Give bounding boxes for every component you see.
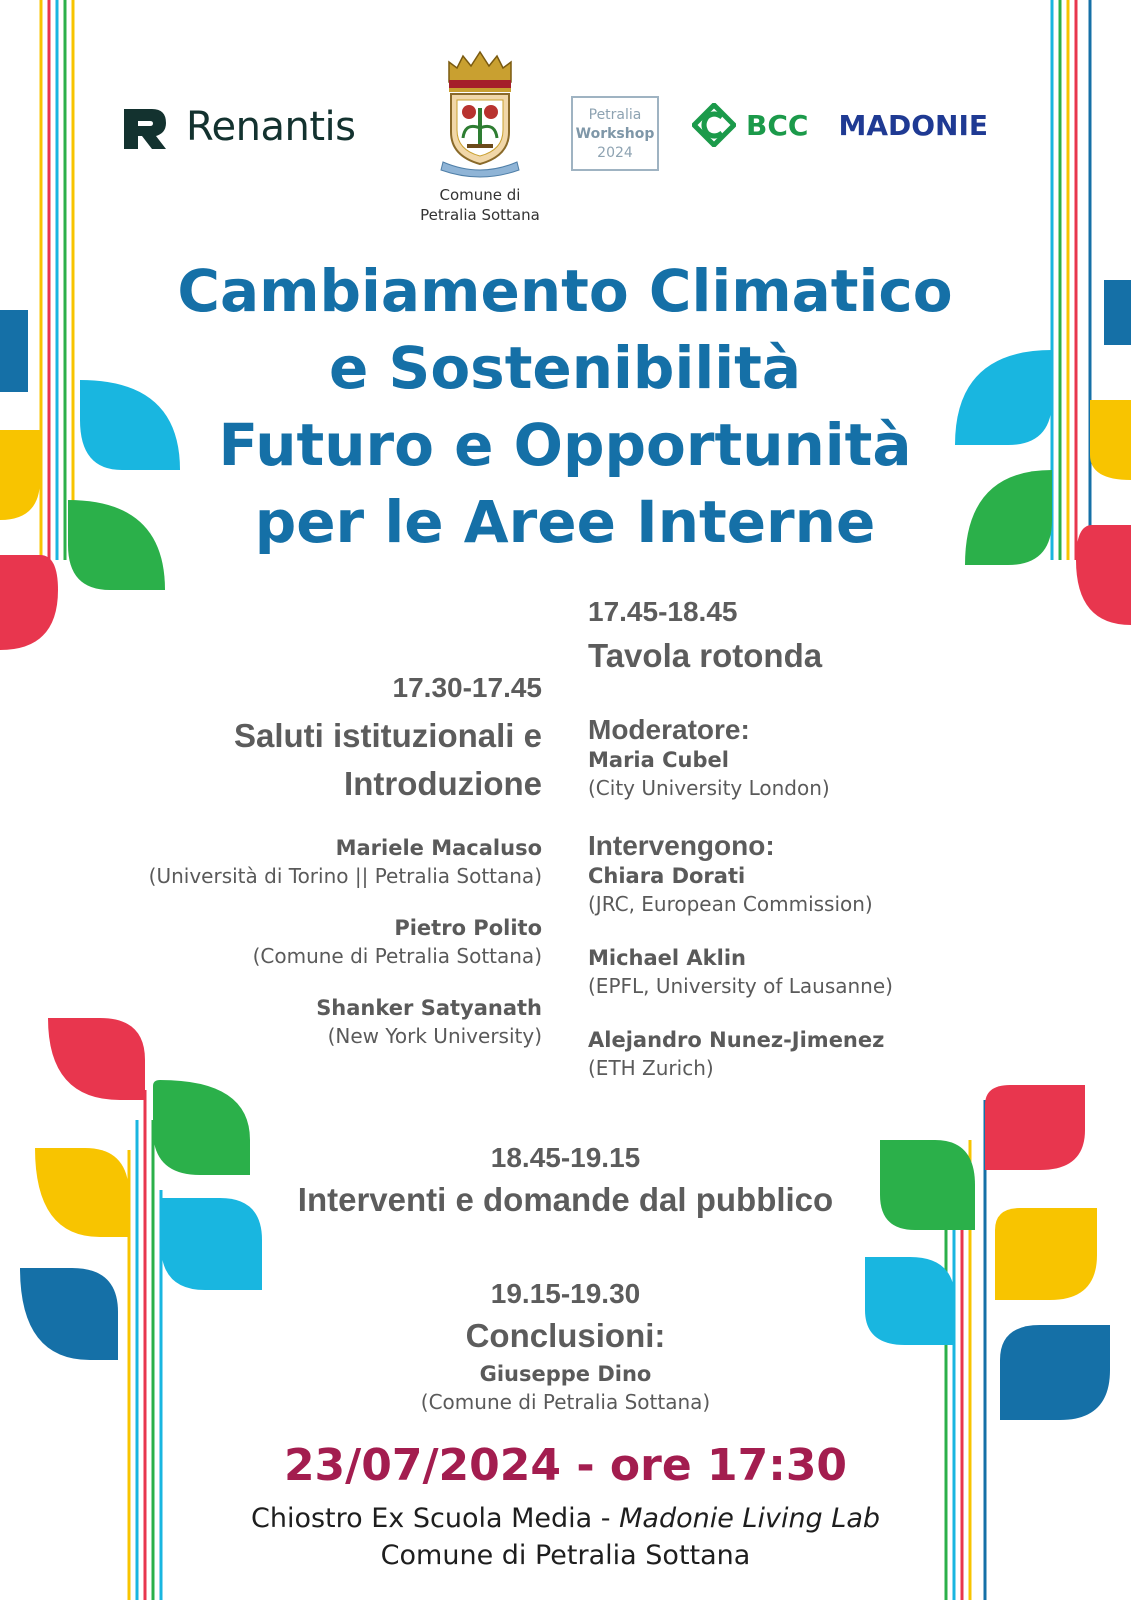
- venue-line-2: Comune di Petralia Sottana: [380, 1540, 751, 1571]
- session-time: 18.45-19.15: [490, 1142, 641, 1173]
- venue-line-1: [140, 1500, 991, 1537]
- panelist-name: Alejandro Nunez-Jimenez: [588, 1028, 885, 1052]
- title-line-4: per le Aree Interne: [254, 488, 876, 556]
- renantis-wordmark: Renantis: [186, 104, 356, 150]
- renantis-mark-icon: [122, 103, 170, 151]
- session-interventi: [180, 1142, 951, 1224]
- moderator: [588, 746, 1008, 802]
- session-heading: Conclusioni:: [465, 1317, 666, 1354]
- speaker-name: Pietro Polito: [394, 916, 542, 940]
- moderator-name: Maria Cubel: [588, 748, 729, 772]
- title-line-2: e Sostenibilità: [329, 334, 801, 402]
- workshop-logo-line1: Petralia: [588, 107, 642, 123]
- session-saluti: [100, 672, 542, 1050]
- renantis-logo: [122, 103, 355, 151]
- workshop-logo-line3: 2024: [597, 145, 633, 161]
- title-line-1: Cambiamento Climatico: [177, 257, 953, 325]
- venue-lab-name: Madonie Living Lab: [619, 1503, 880, 1534]
- venue-name: Chiostro Ex Scuola Media -: [250, 1503, 620, 1534]
- session-time: 17.30-17.45: [392, 672, 542, 703]
- panelist-name: Michael Aklin: [588, 946, 746, 970]
- speaker-affiliation: (New York University): [327, 1024, 542, 1048]
- session-heading: Interventi e domande dal pubblico: [297, 1181, 834, 1218]
- moderator-label: Moderatore:: [588, 714, 750, 745]
- workshop-logo-line2: Workshop: [575, 126, 655, 142]
- speaker-name: Giuseppe Dino: [479, 1362, 652, 1386]
- bcc-madonie-logo: [692, 103, 988, 147]
- speaker: [100, 914, 542, 970]
- session-conclusioni: [180, 1278, 951, 1416]
- right-stripes-decoration: [1052, 0, 1090, 560]
- speaker-affiliation: (Università di Torino || Petralia Sottana): [148, 864, 542, 888]
- coat-of-arms-icon: [435, 50, 525, 180]
- session-time: 17.45-18.45: [588, 596, 738, 627]
- comune-logo-line2: Petralia Sottana: [420, 206, 540, 224]
- speaker-name: Mariele Macaluso: [335, 836, 542, 860]
- panelist-affiliation: (JRC, European Commission): [588, 892, 873, 916]
- left-stripes-decoration: [41, 0, 73, 560]
- panelist-affiliation: (EPFL, University of Lausanne): [588, 974, 893, 998]
- poster-title: [140, 253, 990, 561]
- session-heading: Tavola rotonda: [588, 637, 823, 674]
- event-venue: [140, 1500, 991, 1574]
- panelist-name: Chiara Dorati: [588, 864, 746, 888]
- panelist-affiliation: (ETH Zurich): [588, 1056, 714, 1080]
- comune-logo-line1: Comune di: [439, 186, 521, 204]
- speaker: [100, 834, 542, 890]
- panelist: [588, 944, 1008, 1000]
- session-tavola-rotonda: [588, 596, 1008, 1082]
- comune-petralia-sottana-logo: [405, 50, 555, 224]
- speaker: [100, 994, 542, 1050]
- session-heading-line1: Saluti istituzionali e: [233, 717, 542, 754]
- petralia-workshop-logo: [571, 96, 659, 171]
- title-line-3: Futuro e Opportunità: [218, 411, 912, 479]
- session-heading-line2: Introduzione: [344, 765, 542, 802]
- event-date-time: 23/07/2024 - ore 17:30: [283, 1440, 848, 1491]
- panel-label: Intervengono:: [588, 830, 775, 861]
- speaker-affiliation: (Comune di Petralia Sottana): [420, 1390, 711, 1414]
- session-time: 19.15-19.30: [490, 1278, 641, 1309]
- panelist: [588, 862, 1008, 918]
- bcc-mark-icon: [692, 103, 736, 147]
- madonie-wordmark: MADONIE: [838, 108, 989, 142]
- moderator-affiliation: (City University London): [588, 776, 830, 800]
- speaker-affiliation: (Comune di Petralia Sottana): [252, 944, 542, 968]
- panelist: [588, 1026, 1008, 1082]
- bcc-wordmark: BCC: [746, 108, 809, 142]
- speaker-name: Shanker Satyanath: [316, 996, 542, 1020]
